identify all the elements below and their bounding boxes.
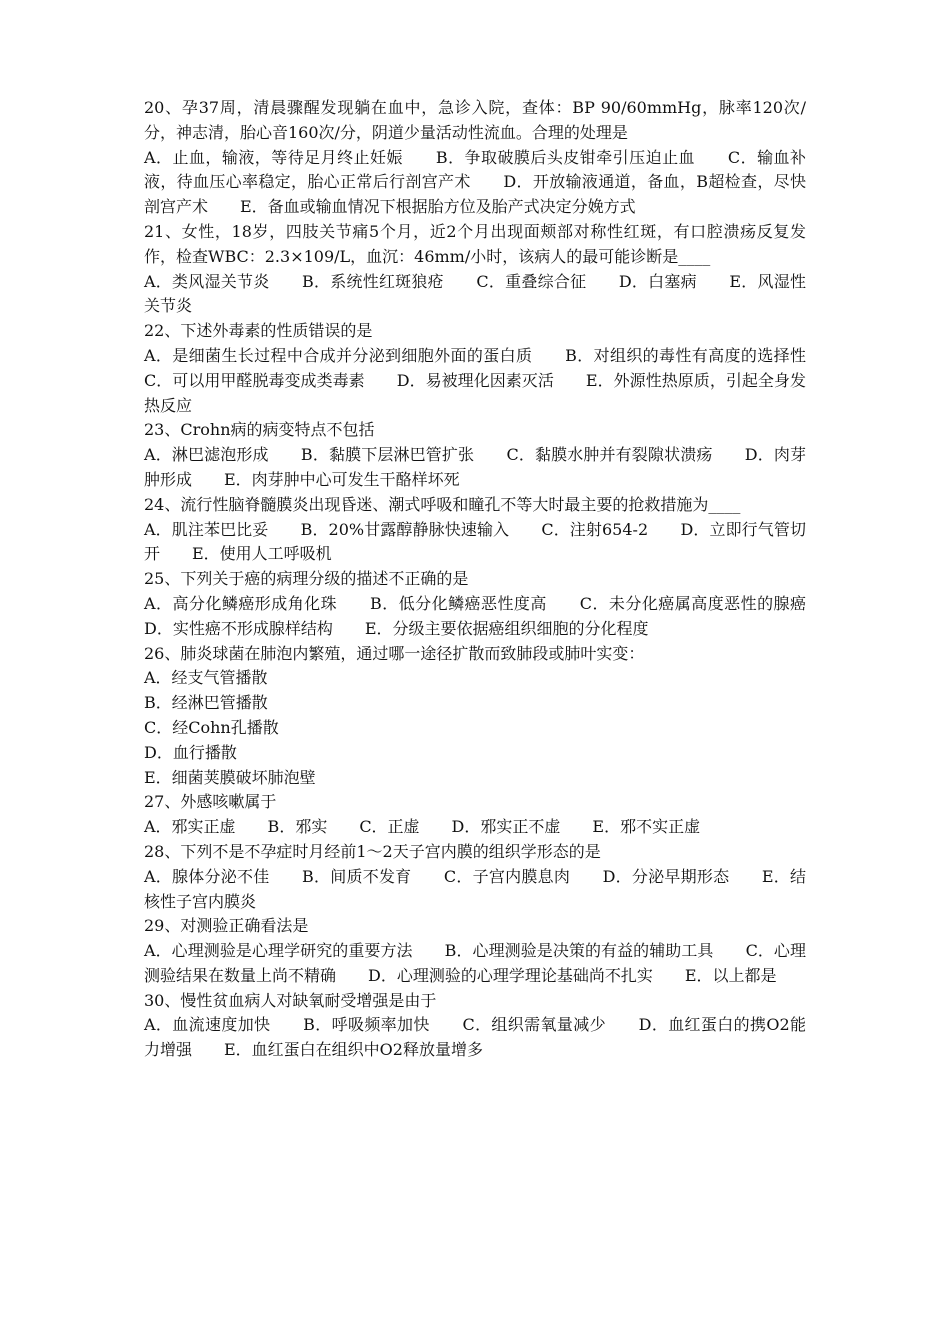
question-24: 24、流行性脑脊髓膜炎出现昏迷、潮式呼吸和瞳孔不等大时最主要的抢救措施为____: [144, 494, 741, 514]
question-23-options: A．淋巴滤泡形成 B．黏膜下层淋巴管扩张 C．黏膜水肿并有裂隙状溃疡 D．肉芽肿形成 E．肉芽肿中心可发生干酪样坏死: [144, 445, 806, 489]
question-29: 29、对测验正确看法是: [144, 916, 309, 936]
document-body: [144, 96, 839, 1063]
question-29-options: A．心理测验是心理学研究的重要方法 B．心理测验是决策的有益的辅助工具 C．心理测验结果在数量上尚不精确 D．心理测验的心理学理论基础尚不扎实 E．以上都是: [144, 941, 806, 985]
question-26-option-e: E．细菌荚膜破坏肺泡壁: [144, 767, 316, 787]
question-22: 22、下述外毒素的性质错误的是: [144, 321, 373, 341]
question-27: 27、外感咳嗽属于: [144, 792, 277, 812]
question-26-option-a: A．经支气管播散: [144, 668, 268, 688]
question-26-option-c: C．经Cohn孔播散: [144, 717, 279, 737]
question-25: 25、下列关于癌的病理分级的描述不正确的是: [144, 569, 469, 589]
question-30-options: A．血流速度加快 B．呼吸频率加快 C．组织需氧量减少 D．血红蛋白的携O2能力增强 E．血红蛋白在组织中O2释放量增多: [144, 1015, 806, 1060]
question-28: 28、下列不是不孕症时月经前1～2天子宫内膜的组织学形态的是: [144, 841, 601, 861]
question-21-options: A．类风湿关节炎 B．系统性红斑狼疮 C．重叠综合征 D．白塞病 E．风湿性关节炎: [144, 271, 806, 316]
question-27-options: A．邪实正虚 B．邪实 C．正虚 D．邪实正不虚 E．邪不实正虚: [144, 817, 701, 837]
question-28-options: A．腺体分泌不佳 B．间质不发育 C．子宫内膜息肉 D．分泌早期形态 E．结核性子宫内膜炎: [144, 866, 806, 911]
question-20: 20、孕37周，清晨骤醒发现躺在血中，急诊入院，查体：BP 90/60mmHg，脉率120次/分，神志清，胎心音160次/分，阴道少量活动性流血。合理的处理是: [144, 98, 806, 142]
question-21: 21、女性，18岁，四肢关节痛5个月，近2个月出现面颊部对称性红斑，有口腔溃疡反复发作，检查WBC：2.3×109/L，血沉：46mm/小时，该病人的最可能诊断是____: [144, 221, 806, 266]
question-22-options: A．是细菌生长过程中合成并分泌到细胞外面的蛋白质 B．对组织的毒性有高度的选择性 C．可以用甲醛脱毒变成类毒素 D．易被理化因素灭活 E．外源性热原质，引起全身发热反应: [144, 345, 839, 415]
question-26-option-d: D．血行播散: [144, 742, 237, 762]
question-26: 26、肺炎球菌在肺泡内繁殖，通过哪一途径扩散而致肺段或肺叶实变：: [144, 643, 645, 663]
question-20-options: A．止血，输液，等待足月终止妊娠 B．争取破膜后头皮钳牵引压迫止血 C．输血补液，待血压心率稳定，胎心正常后行剖宫产术 D．开放输液通道，备血，B超检查，尽快剖宫产术 E．备血或输血情况下根据胎方位及胎产式决定分娩方式: [144, 147, 806, 217]
question-24-options: A．肌注苯巴比妥 B．20%甘露醇静脉快速输入 C．注射654-2 D．立即行气管切开 E．使用人工呼吸机: [144, 519, 806, 564]
question-30: 30、慢性贫血病人对缺氧耐受增强是由于: [144, 990, 437, 1010]
question-23: 23、Crohn病的病变特点不包括: [144, 420, 375, 440]
question-26-option-b: B．经淋巴管播散: [144, 693, 268, 713]
question-25-options: A．高分化鳞癌形成角化珠 B．低分化鳞癌恶性度高 C．未分化癌属高度恶性的腺癌 D．实性癌不形成腺样结构 E．分级主要依据癌组织细胞的分化程度: [144, 593, 839, 638]
